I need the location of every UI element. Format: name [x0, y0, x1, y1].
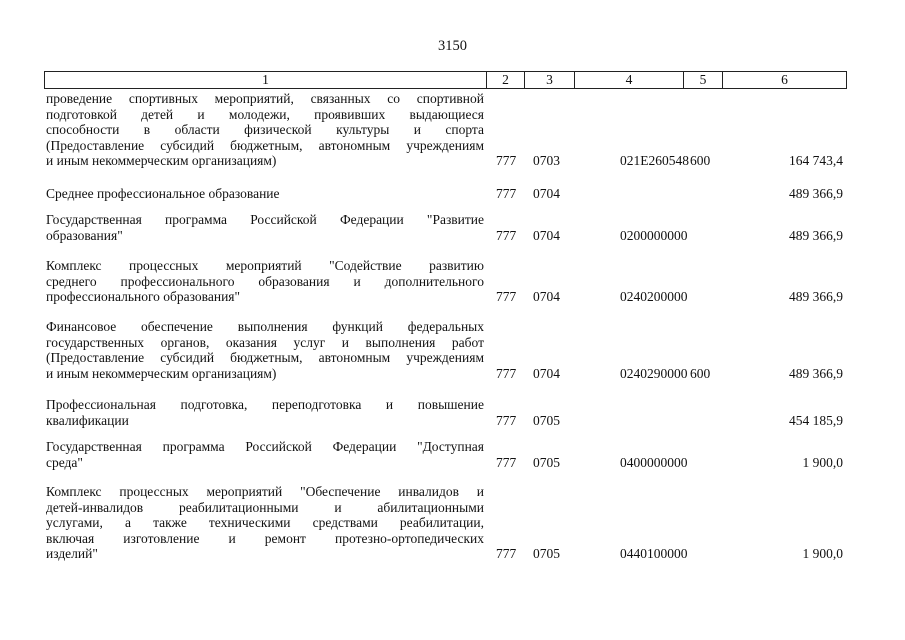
table-row [0, 212, 905, 243]
table-row [0, 91, 905, 169]
header-col-1: 1 [45, 72, 487, 88]
col-target-article: 0240290000 [620, 365, 688, 381]
col-amount: 454 185,9 [789, 412, 843, 428]
table-row [0, 186, 905, 202]
col-section: 0704 [533, 186, 560, 201]
row-name-line: (Предоставление субсидий бюджетным, автономным учреждениям [46, 137, 484, 153]
row-name-line: включая изготовление и ремонт протезно-ортопедических [46, 530, 484, 546]
header-col-4: 4 [575, 72, 684, 88]
col-target-article: 0240200000 [620, 289, 688, 305]
row-name-line: и иным некоммерческим организациям) [46, 153, 277, 169]
row-name [46, 91, 484, 169]
row-name-line: изделий" [46, 546, 98, 562]
row-name-line: проведение спортивных мероприятий, связанных со спортивной [46, 91, 484, 106]
page-number: 3150 [438, 38, 467, 54]
row-name [46, 186, 484, 202]
col-target-article: 0440100000 [620, 546, 688, 562]
col-target-article: 0400000000 [620, 454, 688, 470]
col-amount: 1 900,0 [802, 546, 843, 562]
col-expense-type: 600 [690, 365, 711, 381]
col-grbs: 777 [496, 454, 517, 470]
row-name-line: Финансовое обеспечение выполнения функций федеральных [46, 319, 484, 334]
row-name-line: Среднее профессиональное образование [46, 186, 280, 201]
row-name-line: Государственная программа Российской Федерации "Доступная [46, 439, 484, 454]
row-name [46, 397, 484, 428]
row-name-line: Комплекс процессных мероприятий "Содействие развитию [46, 258, 484, 273]
header-col-2: 2 [487, 72, 525, 88]
col-amount: 489 366,9 [789, 227, 843, 243]
table-row [0, 397, 905, 428]
row-name-line: детей-инвалидов реабилитационными и абилитационными [46, 499, 484, 515]
col-grbs: 777 [496, 289, 517, 305]
row-name [46, 258, 484, 305]
row-name-line: профессионального образования" [46, 289, 241, 305]
col-grbs: 777 [496, 186, 517, 201]
col-amount: 1 900,0 [802, 454, 843, 470]
row-name-line: Комплекс процессных мероприятий "Обеспечение инвалидов и [46, 484, 484, 499]
col-amount: 489 366,9 [789, 365, 843, 381]
col-target-article: 021Е260548 [620, 153, 689, 169]
row-name-line: и иным некоммерческим организациям) [46, 365, 277, 381]
header-col-3: 3 [525, 72, 575, 88]
row-name-line: (Предоставление субсидий бюджетным, автономным учреждениям [46, 350, 484, 366]
table-row [0, 319, 905, 381]
row-name [46, 212, 484, 243]
header-col-5: 5 [684, 72, 723, 88]
row-name-line: государственных органов, оказания услуг и выполнения работ [46, 334, 484, 350]
col-section: 0704 [533, 289, 560, 305]
header-col-6: 6 [781, 72, 788, 87]
col-section: 0704 [533, 365, 560, 381]
row-name-line: способности в области физической культуры и спорта [46, 122, 484, 138]
col-section: 0704 [533, 227, 560, 243]
col-section: 0705 [533, 454, 560, 470]
row-name-line: образования" [46, 227, 123, 243]
row-name-line: услугами, а также техническими средствами реабилитации, [46, 515, 484, 531]
row-name-line: среда" [46, 454, 83, 470]
table-row [0, 439, 905, 470]
col-section: 0705 [533, 546, 560, 562]
col-grbs: 777 [496, 365, 517, 381]
col-amount: 164 743,4 [789, 153, 843, 169]
row-name-line: квалификации [46, 412, 129, 428]
col-grbs: 777 [496, 412, 517, 428]
col-target-article: 0200000000 [620, 227, 688, 243]
row-name [46, 484, 484, 562]
row-name-line: подготовкой детей и молодежи, проявивших выдающиеся [46, 106, 484, 122]
table-row [0, 258, 905, 305]
col-amount: 489 366,9 [789, 186, 843, 201]
row-name-line: среднего профессионального образования и дополнительного [46, 273, 484, 289]
row-name-line: Профессиональная подготовка, переподготовка и повышение [46, 397, 484, 412]
table-row [0, 484, 905, 562]
col-grbs: 777 [496, 153, 517, 169]
row-name [46, 319, 484, 381]
col-expense-type: 600 [690, 153, 711, 169]
row-name [46, 439, 484, 470]
col-section: 0705 [533, 412, 560, 428]
col-grbs: 777 [496, 227, 517, 243]
col-amount: 489 366,9 [789, 289, 843, 305]
row-name-line: Государственная программа Российской Федерации "Развитие [46, 212, 484, 227]
col-grbs: 777 [496, 546, 517, 562]
col-section: 0703 [533, 153, 560, 169]
table-header [44, 71, 847, 89]
